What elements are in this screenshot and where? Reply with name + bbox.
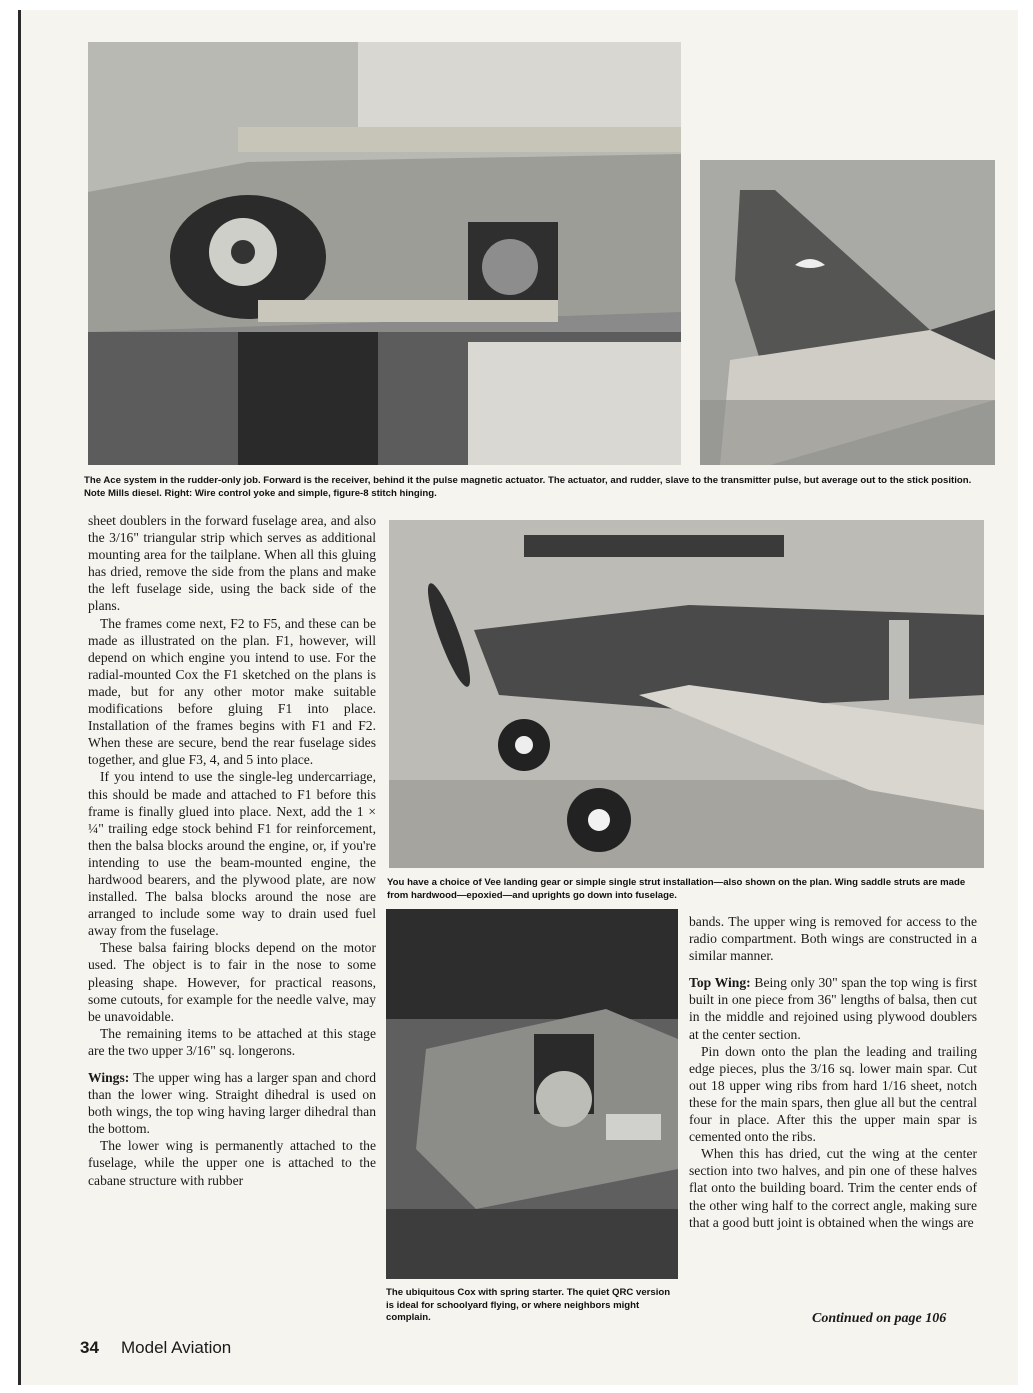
left-paragraph-4: These balsa fairing blocks depend on the motor used. The object is to fair in the nose to some pleasing shape. However, for practical reasons, some cutouts, for example for the needle valve, may be unavoidable.	[88, 940, 376, 1024]
right-paragraph-1: bands. The upper wing is removed for access to the radio compartment. Both wings are constructed in a similar manner.	[689, 914, 977, 964]
photo-tail-hinging	[700, 160, 995, 465]
photo-biplane	[389, 520, 984, 868]
photo-cox-engine	[386, 909, 678, 1279]
right-text-column	[689, 913, 977, 1231]
caption-middle: You have a choice of Vee landing gear or simple single strut installation—also shown on the plan. Wing saddle struts are made from hardwood—epoxied—and uprights go down into fuselage.	[387, 877, 966, 901]
left-paragraph-1: sheet doublers in the forward fuselage area, and also the 3/16" triangular strip which serves as additional mounting area for the tailplane. When all this gluing has dried, remove the side from the plans and make the left fuselage side, using the back side of the plans.	[88, 513, 376, 614]
left-paragraph-5: The remaining items to be attached at this stage are the two upper 3/16" sq. longerons.	[88, 1025, 376, 1058]
wings-text: The upper wing has a larger span and chord than the lower wing. Straight dihedral is used on both wings, the top wing having larger dihedral than the bottom.	[88, 1070, 377, 1137]
left-paragraph-2: The frames come next, F2 to F5, and these can be made as illustrated on the plan. F1, however, will depend on which engine you intend to use. For the radial-mounted Cox the F1 sketched on the plans is made, but for any other motor make suitable modifications before gluing F1 into place. Installation of the frames begins with F1 and F2. When these are secure, bend the rear fuselage sides together, and glue F3, 4, and 5 into place.	[88, 615, 376, 768]
continued-note: Continued on page 106	[812, 1311, 947, 1326]
left-paragraph-7: The lower wing is permanently attached to the fuselage, while the upper one is attached to the cabane structure with rubber	[88, 1138, 376, 1188]
magazine-title: Model Aviation	[121, 1338, 232, 1357]
wings-heading: Wings:	[88, 1070, 130, 1085]
caption-top: The Ace system in the rudder-only job. Forward is the receiver, behind it the pulse magnetic actuator. The actuator, and rudder, slave to the transmitter pulse, but average out to the stick position. Note Mills diesel. Right: Wire control yoke and simple, figure-8 stitch hinging.	[84, 475, 972, 499]
left-paragraph-3: If you intend to use the single-leg undercarriage, this should be made and attached to F1 before this frame is finally glued into place. Next, add the 1 × ¼" trailing edge stock behind F1 for reinforcement, then the balsa blocks around the engine, or, if you're intending to use the beam-mounted engine, the hardwood bearers, and the plywood plate, are now installed. The balsa blocks around the nose are arranged to include some way to drain used fuel away from the fuselage.	[88, 769, 376, 939]
top-wing-heading: Top Wing:	[689, 975, 751, 991]
caption-bottom: The ubiquitous Cox with spring starter. The quiet QRC version is ideal for schoolyard flying, or where neighbors might complain.	[386, 1287, 671, 1323]
photo-rudder-system	[88, 42, 681, 465]
left-text-column	[88, 512, 376, 1189]
page-number: 34	[80, 1338, 99, 1357]
right-paragraph-4: When this has dried, cut the wing at the center section into two halves, and pin one of these halves flat onto the building board. Trim the center ends of the other wing half to the correct angle, making sure that a good butt joint is obtained when the wings are	[689, 1146, 977, 1230]
wings-paragraph	[88, 1069, 376, 1137]
top-wing-text: Being only 30" span the top wing is first built in one piece from 36" lengths of balsa, then cut in the middle and rejoined using plywood doublers at the center section.	[689, 975, 977, 1042]
top-wing-paragraph	[689, 974, 977, 1042]
right-paragraph-3: Pin down onto the plan the leading and trailing edge pieces, plus the 3/16 sq. lower main spar. Cut out 18 upper wing ribs from hard 1/16 sheet, notch these for the main spars, then glue all but the central four in place. After this the upper main spar is cemented onto the ribs.	[689, 1043, 977, 1145]
